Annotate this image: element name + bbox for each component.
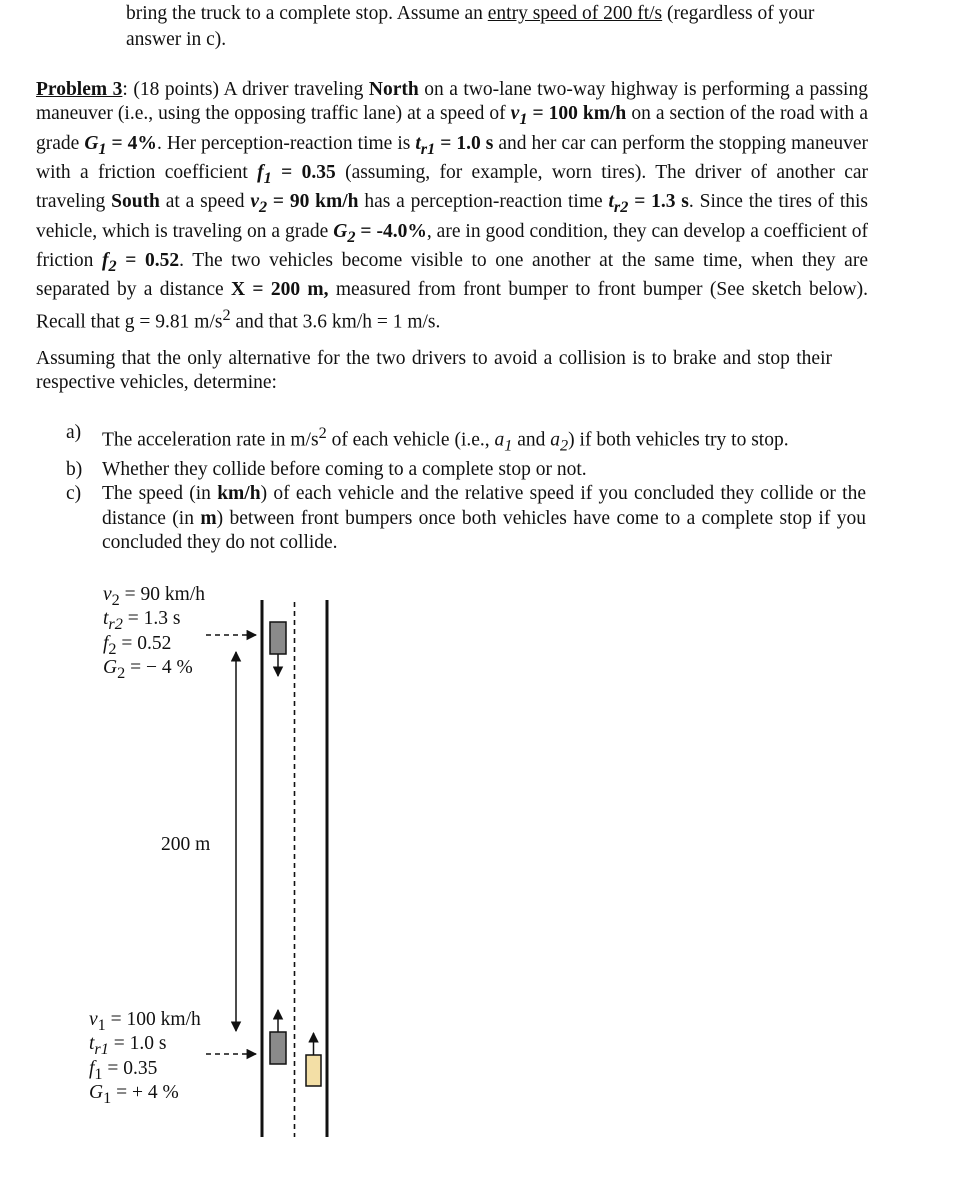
v1-symbol: v [510,103,520,125]
intro-text-end: (regardless of your [662,3,815,24]
sym: f [89,1058,95,1079]
problem-text: on a section of the road with a grade [36,103,868,154]
direction-south: South [111,191,160,213]
tr2-value: = 1.3 s [628,191,689,213]
overtaken-car [306,1055,321,1086]
assumption-paragraph: Assuming that the only alternative for the two drivers to avoid a collision is to brake and stop their respective vehicles, determine: [36,348,832,394]
sketch-distance-label: 200 m [161,834,211,855]
a1-sub: 1 [504,436,513,455]
a2-symbol: a [550,429,561,451]
g2-sub: 2 [347,227,356,246]
unit-kmh: km/h [217,483,261,505]
sym: G [103,657,118,678]
f1-value: = 0.35 [271,162,336,183]
g1-value: = 4% [106,132,157,154]
sym: G [89,1082,104,1103]
sym: v [103,584,112,605]
f2-symbol: f [102,249,109,271]
sym: v [89,1009,98,1030]
intro-line-2: answer in c). [126,29,227,50]
val: = 100 km/h [105,1009,201,1030]
tr1-value: = 1.0 s [435,132,494,154]
a1-symbol: a [494,429,505,451]
tr2-sub: r2 [613,198,629,217]
problem-text: has a perception-reaction time [358,191,609,213]
entry-speed-underlined: entry speed of 200 ft/s [487,3,663,24]
tr1-symbol: t [415,132,421,154]
val: = + 4 % [111,1082,179,1103]
v2-symbol: v [250,191,259,213]
g2-value: = -4.0% [355,220,427,242]
question-b-label: b) [66,458,83,480]
question-text: Whether they collide before coming to a complete stop or not. [102,458,587,480]
g1-sub: 1 [98,139,107,158]
question-text: ) between front bumpers once both vehicles have come to a complete stop if you concluded they do not collide. [102,507,866,554]
a2-sub: 2 [560,436,569,455]
problem-text: at a speed [159,191,251,213]
sub: 1 [103,1088,112,1107]
val: = 1.0 s [108,1033,167,1054]
val: = 1.3 s [122,608,181,629]
question-text: ) if both vehicles try to stop. [568,429,789,451]
intro-text: bring the truck to a complete stop. Assume an [126,3,488,24]
question-text: The acceleration rate in m/s [102,429,319,451]
problem-heading: Problem 3 [36,79,123,100]
problem-text: , are in good condition, they can develop a coefficient of friction [36,220,868,271]
sub: r2 [108,614,123,633]
direction-north: North [368,79,419,100]
val: = 0.35 [102,1058,158,1079]
problem-text: . Her perception-reaction time is [156,132,416,154]
val: = 90 km/h [119,584,205,605]
southbound-car [270,622,286,654]
val: = − 4 % [125,657,193,678]
sub: 2 [108,639,117,658]
problem-text: . Since the tires of this vehicle, which is traveling on a grade [36,191,869,242]
v2-value: = 90 km/h [267,191,359,213]
question-text: and [512,429,551,451]
sub: 2 [117,663,126,682]
val: = 0.52 [116,633,172,654]
f2-value: = 0.52 [116,249,180,271]
question-a-label: a) [66,422,82,443]
question-c-label: c) [66,483,82,505]
f1-symbol: f [257,162,264,183]
superscript-2: 2 [222,305,231,324]
question-text: ) of each vehicle and the relative speed if you concluded they collide or the distance (in [102,483,866,529]
g2-symbol: G [333,220,348,242]
x-value: = 200 m, [245,279,329,301]
problem-text: measured from front bumper to front bumper (See sketch below). Recall that g = 9.81 m/s [36,279,868,333]
sub: 1 [94,1064,103,1083]
tr1-sub: r1 [420,139,436,158]
problem-text: on a two-lane two-way highway is performing a passing maneuver (i.e., using the opposing traffic lane) at a speed of [36,79,868,125]
superscript-2: 2 [318,424,327,442]
g1-symbol: G [84,132,99,154]
problem-text: : (18 points) A driver traveling [122,79,369,100]
f2-sub: 2 [108,256,117,275]
v1-sub: 1 [519,110,528,129]
v1-value: = 100 km/h [527,103,627,125]
sub: r1 [94,1039,109,1058]
northbound-passing-car [270,1032,286,1064]
sym: t [89,1033,95,1054]
sym: f [103,633,109,654]
sub: 1 [97,1015,106,1034]
sub: 2 [111,590,120,609]
x-symbol: X [230,279,246,301]
sym: t [103,608,109,629]
problem-text: and that 3.6 km/h = 1 m/s. [230,311,441,333]
problem-text: (assuming, for example, worn tires). The driver of another car traveling [36,162,868,213]
problem-text: . The two vehicles become visible to one another at the same time, when they are separated by a distance [36,249,868,301]
unit-m: m [200,507,217,529]
f1-sub: 1 [263,168,272,187]
v2-sub: 2 [258,198,268,217]
question-text: The speed (in [102,483,218,505]
problem-text: and her car can perform the stopping maneuver with a friction coefficient [36,132,868,183]
question-text: of each vehicle (i.e., [326,429,495,451]
tr2-symbol: t [608,191,614,213]
